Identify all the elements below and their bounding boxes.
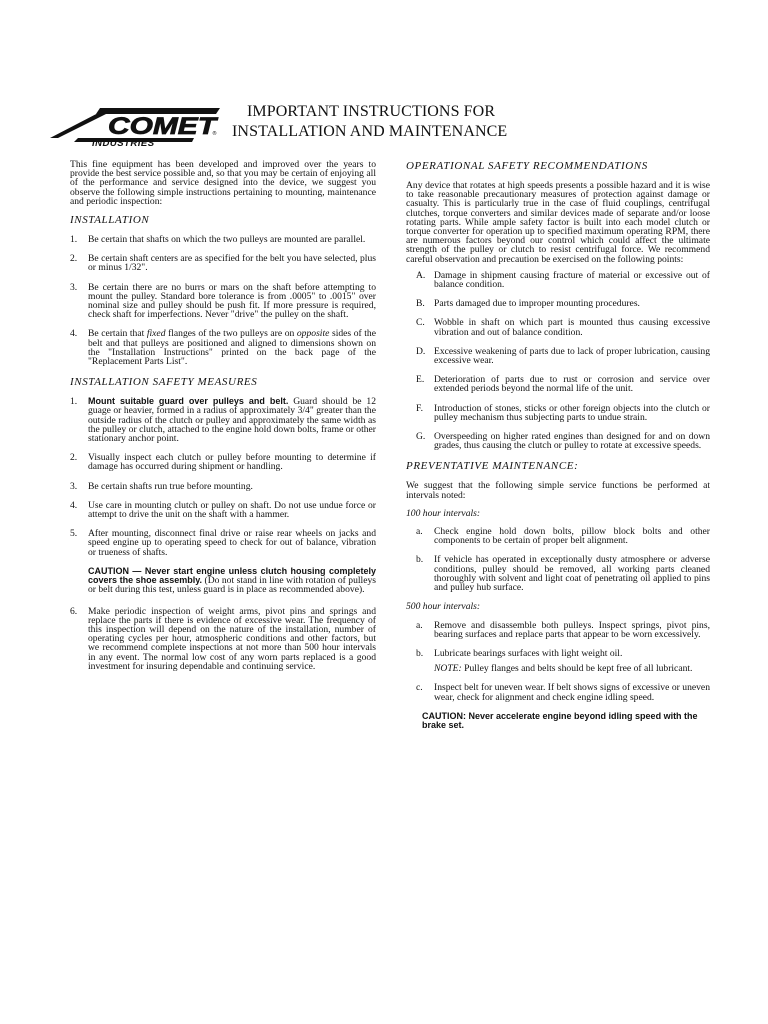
item-letter: c. [416, 682, 423, 694]
item-text: Inspect belt for uneven wear. If belt shows signs of excessive or uneven wear, check for alignment and check engine idling speed. [434, 682, 710, 703]
item-number: 6. [70, 605, 78, 617]
right-column [406, 160, 710, 730]
list-item [70, 329, 376, 366]
item-text: Deterioration of parts due to rust or corrosion and service over extended periods beyond the normal life of the unit. [434, 374, 710, 395]
item-letter: C. [416, 317, 425, 329]
list-item [70, 453, 376, 471]
item-letter: a. [416, 526, 423, 538]
item-text: If vehicle has operated in exceptionally dusty atmosphere or adverse conditions, pulley should be removed, all working parts cleaned thoroughly with solvent and light coat of penetrating oil applied to pins and pulley hub surface. [434, 554, 710, 594]
document-title [232, 102, 592, 142]
interval-500-list-continued [406, 683, 710, 701]
bold-lead: Mount suitable guard over pulleys and belt. [88, 396, 289, 407]
item-letter: E. [416, 374, 425, 386]
item-number: 3. [70, 281, 78, 293]
list-item [70, 607, 376, 671]
item-number: 4. [70, 328, 78, 340]
operational-safety-heading: OPERATIONAL SAFETY RECOMMENDATIONS [406, 160, 648, 172]
item-text: Be certain shafts run true before mounting. [88, 480, 253, 492]
caution-block: CAUTION — Never start engine unless clutch housing completely covers the shoe assembly. (Do not stand in line with rotation of pulleys or belt during this test, unless guard is in place as recommended above). [88, 565, 377, 596]
emphasis-opposite: opposite [296, 328, 330, 340]
item-text: Make periodic inspection of weight arms, pivot pins and springs and replace the parts if there is evidence of excessive wear. The frequency of this inspection will depend on the nature of the installation, number of operating cycles per hour, atmospheric conditions and other factors, but we recommend complete inspections at not more than 500 hour intervals in any event. The normal low cost of any worn parts replaced is a good investment for insuring dependable and continuing service. [88, 605, 376, 672]
list-item [70, 397, 376, 443]
item-text: Be certain shaft centers are as specified for the belt you have selected, plus or minus 1/32". [88, 253, 376, 274]
item-text: Check engine hold down bolts, pillow block bolts and other components to be certain of proper belt alignment. [434, 526, 710, 547]
installation-list [70, 235, 376, 366]
lubricant-note: NOTE: Pulley flanges and belts should be kept free of all lubricant. [434, 663, 693, 675]
item-text: Visually inspect each clutch or pulley before mounting to determine if damage has occurred during shipment or handling. [88, 452, 376, 473]
list-item [406, 683, 710, 701]
note-label: NOTE: [434, 663, 462, 675]
item-text: Excessive weakening of parts due to lack of proper lubrication, causing excessive wear. [434, 345, 710, 367]
item-number: 2. [70, 253, 78, 265]
item-letter: B. [416, 298, 425, 310]
item-letter: D. [416, 345, 426, 357]
list-item [406, 375, 710, 393]
operational-lead: Any device that rotates at high speeds presents a possible hazard and it is wise to take reasonable precautionary measures of protection against damage or casualty. This is particularly true in the case of fluid couplings, centrifugal clutches, torque converters and similar devices made of separate and/or loose rotating parts. While ample safety factor is built into each model clutch or torque converter for operation up to specified maximum operating RPM, there are numerous factors beyond our control which could affect the ultimate strength of the pulley or clutch to resist centrifugal force. We recommend careful observation and precaution be exercised on the following points: [406, 180, 710, 265]
left-column [70, 160, 376, 681]
list-item [406, 527, 710, 545]
item-text: Introduction of stones, sticks or other foreign objects into the clutch or pulley mechanism thus subjecting parts to undue strain. [434, 402, 710, 423]
item-number: 5. [70, 528, 78, 540]
safety-measures-list-continued [70, 607, 376, 671]
title-line-2: INSTALLATION AND MAINTENANCE [232, 123, 508, 140]
list-item [406, 318, 710, 336]
list-item [406, 555, 710, 592]
preventative-maintenance-heading: PREVENTATIVE MAINTENANCE: [406, 460, 579, 473]
item-text: After mounting, disconnect final drive or raise rear wheels on jacks and speed engine up to operating speed to check for out of balance, vibration or trueness of shafts. [88, 528, 376, 558]
intro-paragraph: This fine equipment has been developed and improved over the years to provide the best service possible and, so that you may be certain of enjoying all of the performance and service designed into the device, we suggest you observe the following simple instructions pertaining to mounting, maintenance and periodic inspection: [70, 159, 376, 207]
list-item [406, 347, 710, 365]
item-text: Be certain there are no burrs or mars on the shaft before attempting to mount the pulley. Standard bore tolerance is from .0005" to .0015" over nominal size and pulley should be push fit. If more pressure is required, check shaft for imperfections. Never "drive" the pulley on the shaft. [88, 281, 376, 321]
brand-wordmark: COMET [108, 113, 219, 140]
item-text: Be certain that shafts on which the two pulleys are mounted are parallel. [88, 234, 366, 246]
item-number: 3. [70, 480, 78, 492]
item-text: Use care in mounting clutch or pulley on shaft. Do not use undue force or attempt to drive the unit on the shaft with a hammer. [88, 499, 376, 521]
list-item [70, 283, 376, 320]
list-item [70, 529, 376, 557]
list-item [406, 299, 710, 308]
item-number: 2. [70, 452, 78, 464]
svg-text:®: ® [212, 131, 217, 137]
item-letter: F. [416, 402, 423, 414]
list-item [70, 254, 376, 272]
title-line-1: IMPORTANT INSTRUCTIONS FOR [247, 103, 496, 120]
item-text: Lubricate bearings surfaces with light weight oil. [434, 647, 623, 659]
item-text: Damage in shipment causing fracture of material or excessive out of balance condition. [434, 269, 710, 291]
list-item [406, 432, 710, 450]
item-number: 1. [70, 396, 78, 408]
list-item [406, 404, 710, 422]
installation-heading: INSTALLATION [70, 214, 150, 227]
item-number: 1. [70, 234, 78, 246]
list-item [70, 501, 376, 519]
item-text: Overspeeding on higher rated engines than designed for and on down grades, thus causing the clutch or pulley to rotate at excessive speeds. [434, 431, 710, 452]
operational-points-list [406, 271, 710, 451]
item-letter: a. [416, 619, 423, 631]
brand-subtitle: INDUSTRIES [92, 138, 155, 149]
maintenance-lead: We suggest that the following simple service functions be performed at intervals noted: [406, 480, 710, 501]
item-number: 4. [70, 499, 78, 511]
interval-100-list [406, 527, 710, 592]
item-text: Remove and disassemble both pulleys. Inspect springs, pivot pins, bearing surfaces and replace parts that appear to be worn excessively. [434, 619, 710, 640]
item-text: Parts damaged due to improper mounting procedures. [434, 298, 640, 310]
interval-500-heading: 500 hour intervals: [406, 601, 481, 613]
item-text: Mount suitable guard over pulleys and belt. Guard should be 12 guage or heavier, formed in a radius of approximately 3/4" greater than the outside radius of the clutch or pulley and approximately the same width as the pulley or clutch, attached to the engine hold down bolts, frame or other stationary anchor point. [88, 396, 376, 445]
final-caution: CAUTION: Never accelerate engine beyond idling speed with the brake set. [422, 710, 698, 730]
item-letter: b. [416, 647, 424, 659]
list-item [406, 271, 710, 289]
interval-100-heading: 100 hour intervals: [406, 507, 481, 519]
list-item [70, 235, 376, 244]
safety-measures-list [70, 397, 376, 557]
interval-500-list [406, 621, 710, 659]
emphasis-fixed: fixed [146, 328, 166, 340]
list-item [406, 649, 710, 658]
list-item [406, 621, 710, 639]
item-text: Be certain that fixed flanges of the two pulleys are on opposite sides of the belt and that pulleys are positioned and aligned to dimensions shown on the "Installation Instructions" printed on the back page of the "Replacement Parts List". [88, 328, 376, 368]
item-letter: b. [416, 554, 424, 566]
caution-bold: CAUTION — Never start engine unless clutch housing completely covers the shoe assembly. [88, 565, 376, 586]
item-letter: G. [416, 431, 426, 443]
list-item [70, 482, 376, 491]
safety-measures-heading: INSTALLATION SAFETY MEASURES [70, 376, 258, 389]
item-letter: A. [416, 269, 426, 281]
item-text: Wobble in shaft on which part is mounted thus causing excessive vibration and out of balance condition. [434, 317, 710, 338]
